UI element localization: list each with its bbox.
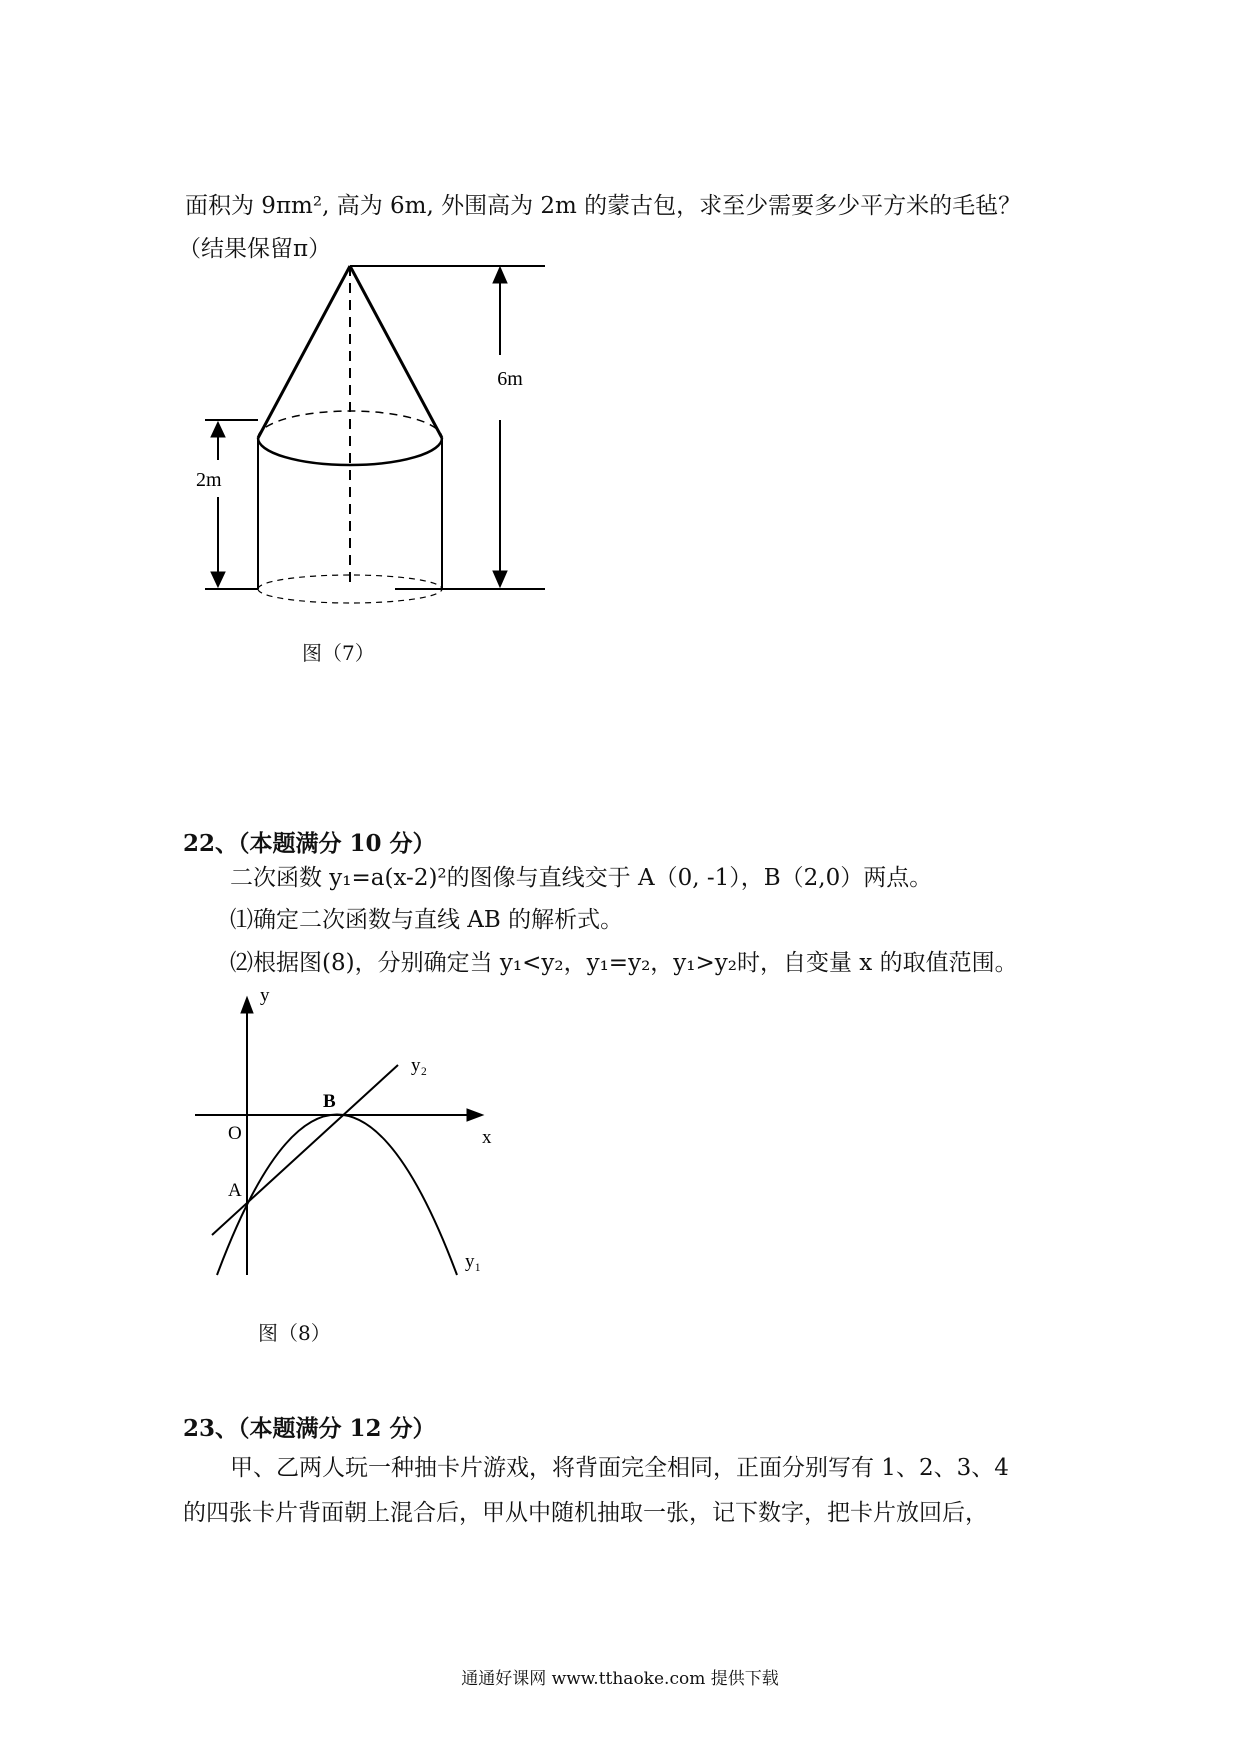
q22-part1: ⑴确定二次函数与直线 AB 的解析式。 [230,907,624,933]
y-axis-label: y [260,985,270,1006]
figure-7-yurt-diagram [190,255,790,655]
figure-8-function-graph [180,985,500,1305]
height-wall-label: 2m [196,469,222,491]
height-6m-arrow [493,267,507,587]
page-footer: 通通好课网 www.tthaoke.com 提供下载 [461,1669,779,1689]
q21-text-line2: （结果保留π） [178,236,332,262]
q23-text-line1: 甲、乙两人玩一种抽卡片游戏，将背面完全相同，正面分别写有 1、2、3、4 [230,1455,1009,1481]
origin-label: O [228,1123,242,1144]
figure-7-caption: 图（7） [302,641,375,665]
cone-right-edge [350,266,442,438]
line-y2 [212,1065,398,1235]
bottom-ellipse-front [258,589,442,603]
y-axis-arrow [241,997,253,1013]
height-2m-arrow [211,422,225,587]
q22-text-line1: 二次函数 y₁=a(x-2)²的图像与直线交于 A（0, -1），B（2,0）两点。 [230,865,933,891]
q22-heading: 22、（本题满分 10 分） [183,830,436,857]
figure-8-caption: 图（8） [258,1321,331,1345]
line-y2-label: y₂ [411,1055,428,1076]
parabola-y1 [217,1115,457,1276]
x-axis-arrow [467,1109,483,1121]
cone-left-edge [258,266,350,438]
point-a-label: A [228,1180,242,1201]
q23-text-line2: 的四张卡片背面朝上混合后，甲从中随机抽取一张，记下数字，把卡片放回后， [183,1500,988,1526]
point-b-label: B [323,1091,336,1112]
q21-text-line1: 面积为 9πm², 高为 6m, 外围高为 2m 的蒙古包，求至少需要多少平方米的毛毡？ [185,193,1022,219]
height-total-label: 6m [497,368,523,390]
x-axis-label: x [482,1127,492,1148]
q22-part2: ⑵根据图(8)，分别确定当 y₁<y₂，y₁=y₂，y₁>y₂时，自变量 x 的取值范围。 [230,950,1018,976]
q23-heading: 23、（本题满分 12 分） [183,1415,436,1442]
parabola-y1-label: y₁ [465,1251,482,1272]
